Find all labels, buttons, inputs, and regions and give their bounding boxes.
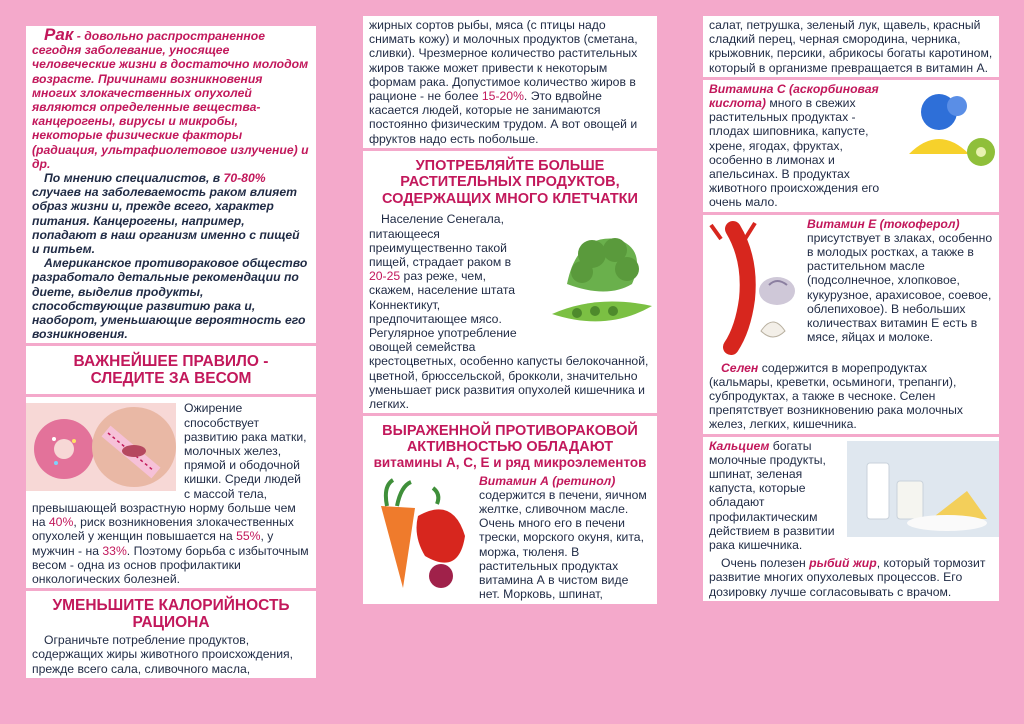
intro-text: - довольно распространенное сегодня заболевание, уносящее человеческие жизни в достаточно молодом возрасте. Причинами возникновения многих злокачественных опухолей являются определенные вещества-канцерогены, вирусы и микробы, некоторые физические факторы (радиация, ультрафиолетовое излучение) и др.: [32, 29, 309, 171]
vitamin-e-block: Витамин Е (токоферол) присутствует в злаках, особенно в молодых ростках, а также в растительном масле (подсолнечное, хлопковое, кукурузное, арахисовое, соевое, облепиховое). В небольших количествах витамин Е есть в мясе, яйцах и молоке. Селен содержится в морепродуктах (кальмары, креветки, осьминоги, трепанги), субпродуктах, а также в чесноке. Селен препятствует возникновению рака молочных желез, легких, кишечника.: [703, 215, 999, 434]
intro-term: Рак: [44, 26, 74, 44]
intro-block: Рак - довольно распространенное сегодня заболевание, уносящее человеческие жизни в достаточно молодом возрасте. Причинами возникновения многих злокачественных опухолей являются определенные вещества-канцерогены, вирусы и микробы, некоторые физические факторы (радиация, ультрафиолетовое излучение) и др. По мнению специалистов, в 70-80% случаев на заболеваемость раком влияет образ жизни и, прежде всего, характер питания. Канцерогены, например, попадают в наш организм именно с пищей и питьем. Американское противораковое общество разработало детальные рекомендации по диете, выделив продукты, способствующие развитию рака и, наоборот, уменьшающие вероятность его возникновения.: [26, 26, 316, 343]
column-left: [26, 26, 316, 698]
heading-calories: УМЕНЬШИТЕ КАЛОРИЙНОСТЬ РАЦИОНА: [52, 597, 290, 632]
weight-block: Ожирение способствует развитию рака матки, молочных желез, прямой и ободочной кишки. Среди людей с массой тела, превышающей возрастную норму больше чем на 40%, риск возникновения злокачественных опухолей у женщин повышается на 55%, у мужчин - на 33%. Поэтому борьба с избыточным весом - одна из основ профилактики онкологических болезней.: [26, 397, 316, 588]
fat-block: жирных сортов рыбы, мяса (с птицы надо снимать кожу) и молочных продуктов (сметана, сливки). Чрезмерное количество растительных жиров также может привести к некоторым формам рака. Допустимое количество жиров в рационе - не более 15-20%. Это вдвойне касается людей, которые не занимаются постоянно физическим трудом. А вот овощей и фруктов надо есть побольше.: [363, 16, 657, 148]
column-right: [703, 16, 999, 698]
seafood-garlic-icon: [703, 219, 799, 359]
dairy-products-photo-icon: [847, 441, 999, 537]
fruits-icon: [899, 84, 999, 184]
heading-plants: УПОТРЕБЛЯЙТЕ БОЛЬШЕ РАСТИТЕЛЬНЫХ ПРОДУКТОВ, СОДЕРЖАЩИХ МНОГО КЛЕТЧАТКИ: [382, 157, 638, 207]
carrot-pepper-icon: [363, 476, 471, 594]
carotene-block: [703, 16, 999, 77]
heading-weight: ВАЖНЕЙШЕЕ ПРАВИЛО - СЛЕДИТЕ ЗА ВЕСОМ: [73, 353, 269, 388]
vitamin-c-block: Витамина С (аскорбиновая кислота) много в свежих растительных продуктах - плодах шиповника, капусте, хрене, ягодах, фруктах, особенно в лимонах и апельсинах. В продуктах животного происхождения его очень мало.: [703, 80, 999, 212]
calories-text: Ограничьте потребление продуктов, содержащих жиры животного происхождения, прежде всего сала, сливочного масла,: [32, 633, 294, 676]
broccoli-peas-icon: [537, 214, 657, 344]
heading-vitamins: ВЫРАЖЕННОЙ ПРОТИВОРАКОВОЙ АКТИВНОСТЬЮ ОБЛАДАЮТ: [382, 423, 638, 456]
carotene-text: салат, петрушка, зеленый лук, щавель, красный сладкий перец, черная смородина, черника, крыжовник, персики, абрикосы богаты каротином, который в организме превращается в витамин А.: [709, 18, 993, 75]
donut-tape-photo-icon: [26, 403, 176, 491]
plants-block: УПОТРЕБЛЯЙТЕ БОЛЬШЕ РАСТИТЕЛЬНЫХ ПРОДУКТОВ, СОДЕРЖАЩИХ МНОГО КЛЕТЧАТКИ Население Сенегала, питающееся преимущественно такой пищей, страдает раком в 20-25 раз реже, чем, скажем, население штата Коннектикут, предпочитающее мясо. Регулярное употребление овощей семейства крестоцветных, особенно капусты белокочанной, цветной, брюссельской, брокколи, значительно уменьшает риск развития опухолей кишечника и легких.: [363, 151, 657, 413]
calcium-block: Кальцием богаты молочные продукты, шпинат, зеленая капуста, которые обладают профилактическим действием в развитии рака кишечника. Очень полезен рыбий жир, который тормозит развитие многих опухолевых процессов. Его дозировку лучше согласовывать с врачом.: [703, 437, 999, 601]
heading-block-weight: [26, 346, 316, 394]
vitamins-block: ВЫРАЖЕННОЙ ПРОТИВОРАКОВОЙ АКТИВНОСТЬЮ ОБЛАДАЮТ витамины А, С, Е и ряд микроэлементов Витамин А (ретинол) содержится в печени, яичном желтке, сливочном масле. Очень много его в печени трески, морского окуня, кита, моржа, тюленя. В растительных продуктах витамина А в чистом виде нет. Морковь, шпинат,: [363, 416, 657, 603]
column-middle: [363, 16, 657, 698]
calories-block: [26, 591, 316, 678]
paragraph-society: Американское противораковое общество разработало детальные рекомендации по диете, выделив продукты, способствующие развитию рака и, наоборот, уменьшающие вероятность его возникновения.: [32, 256, 308, 342]
heading-vitamins-sub: витамины А, С, Е и ряд микроэлементов: [373, 455, 647, 471]
